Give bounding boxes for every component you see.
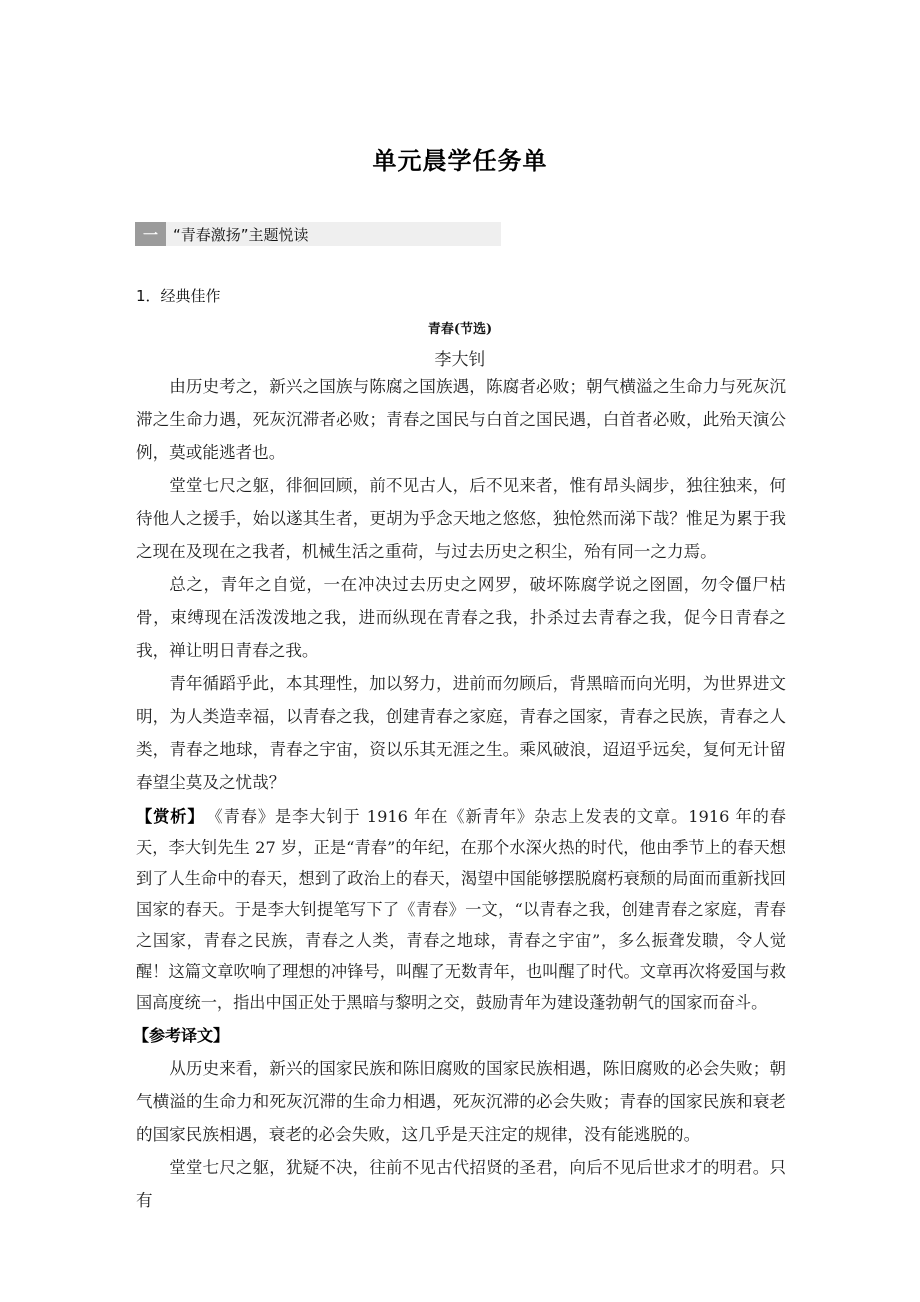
section-number-badge: 一 xyxy=(135,222,166,246)
translation-heading: 【参考译文】 xyxy=(133,1026,230,1045)
analysis-tag: 【赏析】 xyxy=(136,807,205,826)
translation-paragraph: 从历史来看，新兴的国家民族和陈旧腐败的国家民族相遇，陈旧腐败的必会失败；朝气横溢的生命力和死灰沉滞的生命力相遇，死灰沉滞的必会失败；青春的国家民族和衰老的国家民族相遇，衰老的必会失败，这几乎是天注定的规律，没有能逃脱的。 xyxy=(136,1059,786,1144)
poem-author: 李大钊 xyxy=(434,350,486,370)
analysis-text: 《青春》是李大钊于 1916 年在《新青年》杂志上发表的文章。1916 年的春天，李大钊先生 27 岁，正是“青春”的年纪，在那个水深火热的时代，他由季节上的春天想到了人生命中的春天，想到了政治上的春天，渴望中国能够摆脱腐朽衰颓的局面而重新找回国家的春天。于是李大钊提笔写下了《青春》一文，“以青春之我，创建青春之家庭，青春之国家，青春之民族，青春之人类，青春之地球，青春之宇宙”，多么振聋发聩，令人觉醒！这篇文章吹响了理想的冲锋号，叫醒了无数青年，也叫醒了时代。文章再次将爱国与救国高度统一，指出中国正处于黑暗与黎明之交，鼓励青年为建设蓬勃朝气的国家而奋斗。 xyxy=(136,807,786,1012)
translation-body xyxy=(136,1052,786,1217)
poem-title: 青春(节选) xyxy=(427,322,493,337)
poem-paragraph: 由历史考之，新兴之国族与陈腐之国族遇，陈腐者必败；朝气横溢之生命力与死灰沉滞之生命力遇，死灰沉滞者必败；青春之国民与白首之国民遇，白首者必败，此殆天演公例，莫或能逃者也。 xyxy=(136,377,786,462)
translation-paragraph: 堂堂七尺之躯，犹疑不决，往前不见古代招贤的圣君，向后不见后世求才的明君。只有 xyxy=(136,1158,786,1210)
poem-paragraph: 堂堂七尺之躯，徘徊回顾，前不见古人，后不见来者，惟有昂头阔步，独往独来，何待他人之援手，始以遂其生者，更胡为乎念天地之悠悠，独怆然而涕下哉？惟足为累于我之现在及现在之我者，机械生活之重荷，与过去历史之积尘，殆有同一之力焉。 xyxy=(136,476,786,561)
subsection-heading: 1．经典佳作 xyxy=(136,287,221,305)
page-title: 单元晨学任务单 xyxy=(372,147,548,175)
poem-paragraph: 总之，青年之自觉，一在冲决过去历史之网罗，破坏陈腐学说之囹圄，勿令僵尸枯骨，束缚现在活泼泼地之我，进而纵现在青春之我，扑杀过去青春之我，促今日青春之我，禅让明日青春之我。 xyxy=(136,575,786,660)
section-header xyxy=(135,222,501,246)
poem-paragraph: 青年循蹈乎此，本其理性，加以努力，进前而勿顾后，背黑暗而向光明，为世界进文明，为人类造幸福，以青春之我，创建青春之家庭，青春之国家，青春之民族，青春之人类，青春之地球，青春之宇宙，资以乐其无涯之生。乘风破浪，迢迢乎远矣，复何无计留春望尘莫及之忧哉？ xyxy=(136,674,786,792)
poem-body xyxy=(136,370,786,799)
section-title: “青春激扬”主题悦读 xyxy=(173,225,309,244)
analysis-block xyxy=(136,801,786,1018)
